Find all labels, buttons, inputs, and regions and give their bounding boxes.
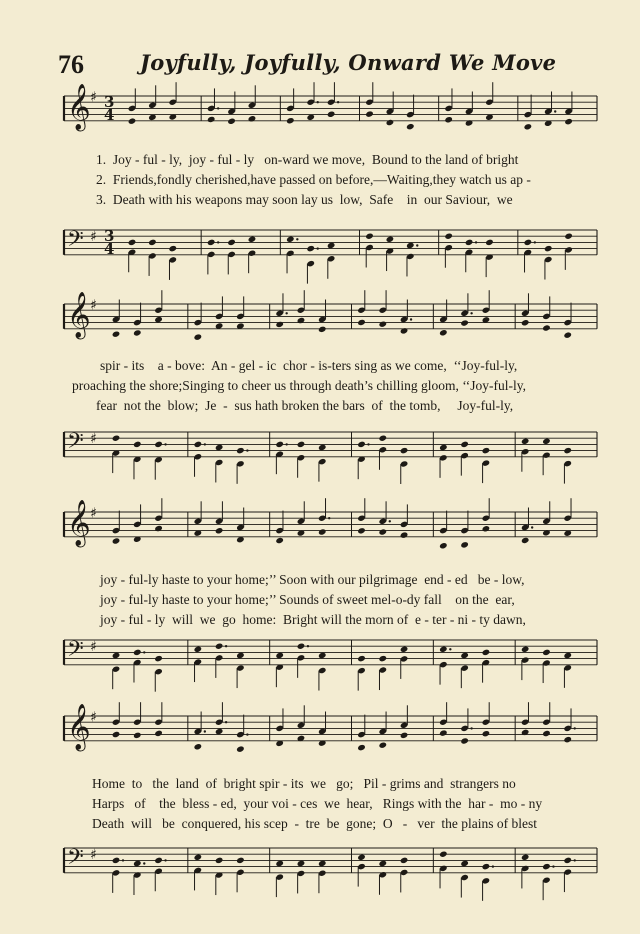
treble-clef-icon: 𝄞 [67,84,91,131]
note-head [357,744,366,751]
treble-staff-4 [0,704,640,768]
lyric-verse-3: fear not the blow; Je - sus hath broken the bars of the tomb, Joy-ful-ly, [96,398,514,413]
dot [143,862,145,864]
treble-clef-icon: 𝄞 [67,704,91,751]
note-head [215,857,224,864]
bass-staff-2 [0,424,640,484]
note-head [112,537,121,544]
note-head [482,863,491,870]
note-head [318,860,327,867]
note-head [521,319,530,326]
note-head [400,447,409,454]
note-head [112,652,121,659]
dot [389,520,391,522]
bass-staff-3 [0,632,640,692]
note-head [133,732,142,739]
note-head [563,331,572,338]
note-head [275,321,284,328]
note-head [444,116,453,123]
note-head [460,860,469,867]
note-head [439,851,448,858]
note-head [379,528,388,535]
note-head [460,441,469,448]
note-head [154,525,163,532]
note-head [379,860,388,867]
note-head [148,239,157,246]
note-head [482,525,491,532]
note-head [297,441,306,448]
dot [217,241,219,243]
note-head [318,528,327,535]
key-signature-sharp-icon: ♯ [90,229,97,246]
note-head [563,857,572,864]
note-head [386,236,395,243]
note-head [215,728,224,735]
note-head [154,730,163,737]
time-signature-top: 3 [104,93,115,112]
note-head [542,324,551,331]
note-head [564,233,573,240]
note-head [460,319,469,326]
key-signature-sharp-icon: ♯ [90,709,97,726]
dot [337,101,339,103]
note-head [194,743,203,750]
bass-staff-4 [0,840,640,900]
dot [317,101,319,103]
time-signature-top: 3 [104,227,115,246]
bass-clef-icon: 𝄢 [67,636,84,667]
dot [143,651,145,653]
note-head [544,245,553,252]
lyric-verse-3: joy - ful - ly will we go home: Bright will the morn of e - ter - ni - ty dawn, [100,612,526,627]
note-head [112,731,121,738]
dot [122,859,124,861]
hymn-title: Joyfully, Joyfully, Onward We Move [140,50,557,75]
dot [246,733,248,735]
note-head [236,745,245,752]
key-signature-sharp-icon: ♯ [90,89,97,106]
dot [204,443,206,445]
lyric-verse-2: joy - ful-ly haste to your home;’’ Sounds of sweet mel-o-dy fall on the ear, [100,592,515,607]
dot [367,443,369,445]
note-head [169,245,178,252]
note-head [112,331,121,338]
note-head [275,652,284,659]
note-head [465,239,474,246]
note-head [128,118,137,125]
note-head [460,737,469,744]
dot [475,241,477,243]
note-head [227,239,236,246]
note-head [194,646,203,653]
note-head [365,110,374,117]
note-head [227,118,236,125]
dot [225,645,227,647]
note-head [439,444,448,451]
bass-staff-1 [0,222,640,282]
note-head [357,854,366,861]
note-head [154,441,163,448]
note-head [379,742,388,749]
bass-clef-icon: 𝄢 [67,428,84,459]
key-signature-sharp-icon: ♯ [90,639,97,656]
note-head [521,537,530,544]
treble-staff-3 [0,500,640,564]
dot [410,318,412,320]
note-head [297,317,306,324]
note-head [439,542,448,549]
note-head [357,319,366,326]
treble-staff-1 [0,84,640,148]
note-head [154,857,163,864]
note-head [215,444,224,451]
dot [225,721,227,723]
note-head [439,729,448,736]
note-head [524,239,533,246]
note-head [128,239,137,246]
note-head [357,527,366,534]
note-head [482,447,491,454]
note-head [406,123,415,130]
note-head [297,860,306,867]
note-head [542,863,551,870]
time-signature-bottom: 4 [104,240,115,259]
note-head [275,860,284,867]
dot [531,526,533,528]
note-head [275,537,284,544]
note-head [215,643,224,650]
dot [449,648,451,650]
note-head [207,116,216,123]
page-number: 76 [58,50,84,79]
note-head [133,860,142,867]
note-head [563,652,572,659]
dot [246,449,248,451]
dot [307,645,309,647]
note-head [357,441,366,448]
note-head [248,236,257,243]
note-head [482,730,491,737]
note-head [248,115,257,122]
dot [554,110,556,112]
note-head [318,652,327,659]
lyric-verse-1: 1. Joy - ful - ly, joy - ful - ly on-ward we move, Bound to the land of bright [96,152,519,167]
note-head [365,233,374,240]
note-head [357,655,366,662]
dot [204,730,206,732]
note-head [194,854,203,861]
note-head [542,438,551,445]
treble-clef-icon: 𝄞 [67,500,91,547]
note-head [306,245,315,252]
key-signature-sharp-icon: ♯ [90,431,97,448]
note-head [400,327,409,334]
key-signature-sharp-icon: ♯ [90,505,97,522]
note-head [521,438,530,445]
note-head [379,321,388,328]
note-head [542,730,551,737]
note-head [379,435,388,442]
dot [296,238,298,240]
note-head [327,242,336,249]
treble-staff-2 [0,292,640,356]
dot [164,443,166,445]
bass-clef-icon: 𝄢 [67,844,84,875]
note-head [133,441,142,448]
note-head [406,242,415,249]
note-head [564,118,573,125]
dot [574,859,576,861]
note-head [275,441,284,448]
note-head [327,111,336,118]
dot [470,727,472,729]
dot [492,865,494,867]
lyric-verse-3: 3. Death with his weapons may soon lay us low, Safe in our Saviour, we [96,192,513,207]
note-head [286,117,295,124]
key-signature-sharp-icon: ♯ [90,847,97,864]
note-head [460,652,469,659]
note-head [521,646,530,653]
dot [552,865,554,867]
treble-clef-icon: 𝄞 [67,292,91,339]
dot [470,312,472,314]
note-head [524,123,533,130]
lyric-verse-1: joy - ful-ly haste to your home;’’ Soon with our pilgrimage end - ed be - low, [100,572,525,587]
note-head [154,655,163,662]
dot [574,727,576,729]
lyric-verse-2: 2. Friends,fondly cherished,have passed on before,—Waiting,they watch us ap - [96,172,531,187]
time-signature-bottom: 4 [104,106,115,125]
dot [534,241,536,243]
lyric-verse-3: Death will be conquered, his scep - tre be gone; O - ver the plains of blest [92,816,537,831]
note-head [379,655,388,662]
note-head [460,541,469,548]
dot [285,443,287,445]
note-head [563,447,572,454]
note-head [133,649,142,656]
note-head [207,239,216,246]
note-head [386,119,395,126]
note-head [194,333,203,340]
note-head [439,329,448,336]
note-head [400,732,409,739]
lyric-verse-1: Home to the land of bright spir - its we go; Pil - grims and strangers no [92,776,516,791]
note-head [318,444,327,451]
dot [217,107,219,109]
note-head [439,646,448,653]
bass-clef-icon: 𝄢 [67,226,84,257]
note-head [112,857,121,864]
dot [317,247,319,249]
dot [164,859,166,861]
dot [285,312,287,314]
note-head [236,447,245,454]
note-head [542,649,551,656]
note-head [236,857,245,864]
lyric-verse-2: proaching the shore;Singing to cheer us through death’s chilling gloom, ‘‘Joy-ful-ly, [72,378,527,393]
lyric-verse-2: Harps of the bless - ed, your voi - ces we hear, Rings with the har - mo - ny [92,796,543,811]
note-head [482,649,491,656]
note-head [563,736,572,743]
note-head [400,857,409,864]
note-head [318,326,327,333]
note-head [400,646,409,653]
note-head [194,441,203,448]
lyric-verse-1: spir - its a - bove: An - gel - ic chor - is-ters sing as we come, ‘‘Joy-ful-ly, [100,358,518,373]
note-head [444,233,453,240]
note-head [236,652,245,659]
note-head [112,435,121,442]
note-head [297,643,306,650]
note-head [485,239,494,246]
dot [416,244,418,246]
note-head [521,854,530,861]
key-signature-sharp-icon: ♯ [90,297,97,314]
note-head [286,236,295,243]
note-head [400,531,409,538]
note-head [133,329,142,336]
dot [328,517,330,519]
note-head [215,527,224,534]
